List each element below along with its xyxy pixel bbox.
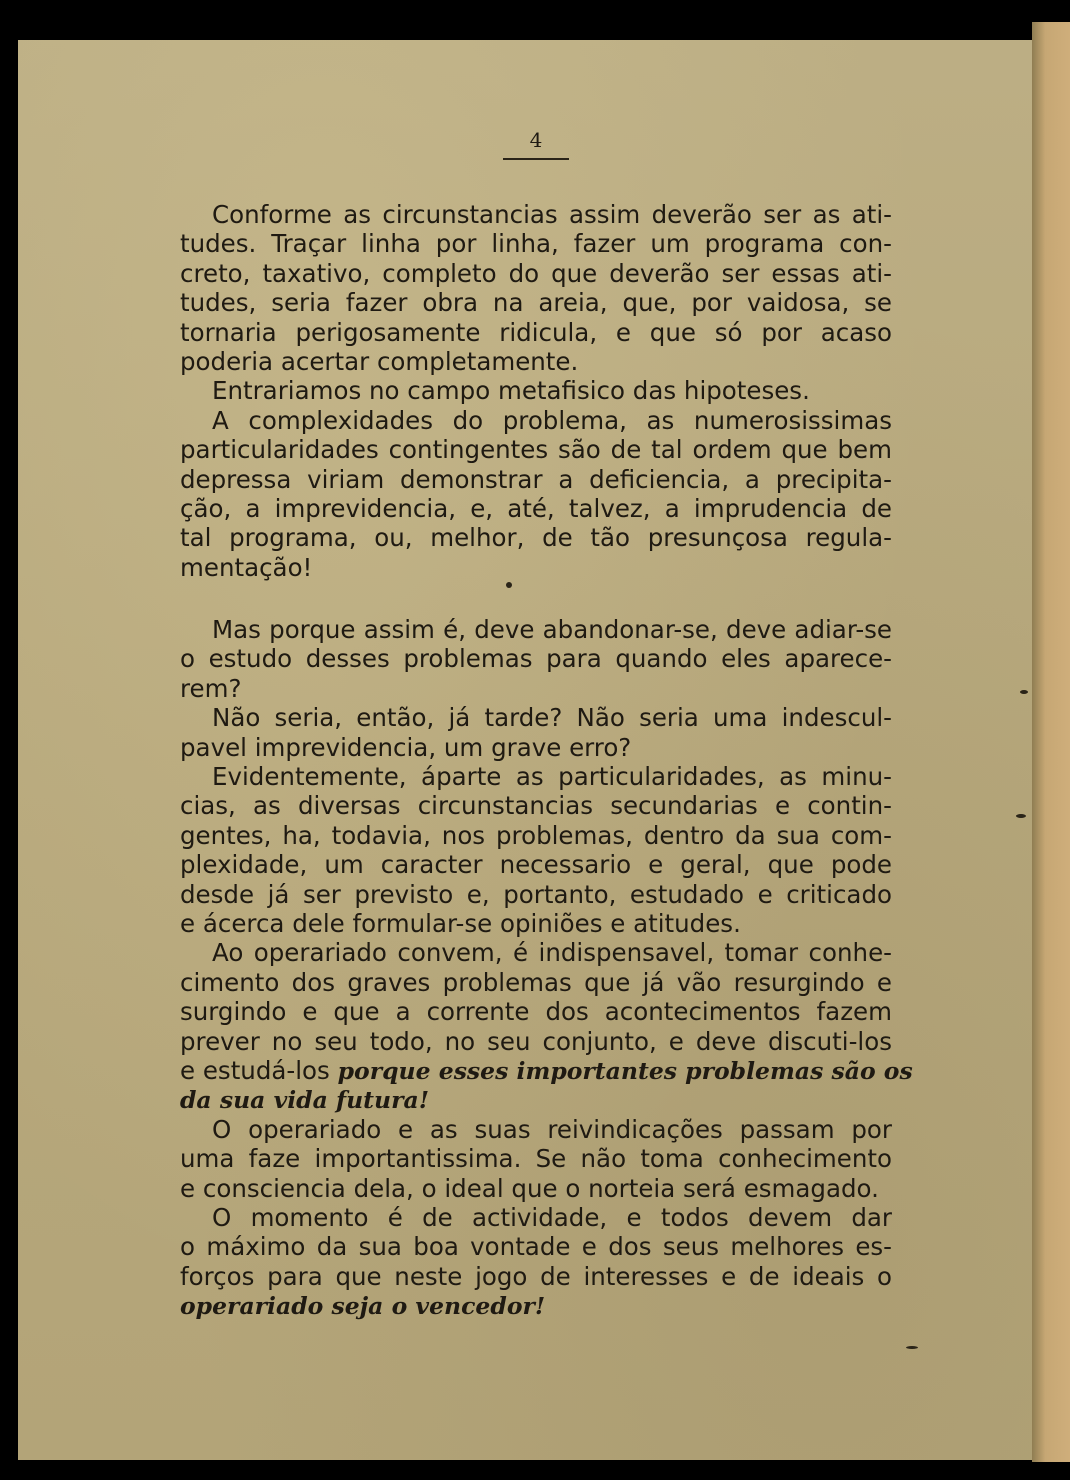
text-line: Não seria, então, já tarde? Não seria uma indescul- [212, 703, 892, 733]
text-line: e consciencia dela, o ideal que o norteia será esmagado. [180, 1173, 879, 1203]
text-line: cias, as diversas circunstancias secundarias e contin- [180, 791, 892, 821]
ink-speck [1016, 814, 1026, 818]
text-line: particularidades contingentes são de tal ordem que bem [180, 435, 892, 465]
text-line: o estudo desses problemas para quando eles aparece- [180, 644, 892, 674]
emphasis-text: operariado seja o vencedor! [180, 1292, 546, 1321]
text-line: A complexidades do problema, as numerosissimas [212, 405, 892, 435]
page-number-rule [503, 158, 569, 160]
text-line: tornaria perigosamente ridicula, e que só por acaso [180, 317, 892, 347]
text-line-mixed [180, 1085, 892, 1114]
emphasis-text: da sua vida futura! [180, 1086, 430, 1115]
text-line: poderia acertar completamente. [180, 346, 579, 376]
text-line: O momento é de actividade, e todos devem dar [212, 1202, 892, 1232]
text-line: creto, taxativo, completo do que deverão ser essas ati- [180, 258, 892, 288]
text-line: cimento dos graves problemas que já vão resurgindo e [180, 967, 892, 997]
text-line-mixed [180, 1291, 892, 1320]
ink-speck [1020, 690, 1028, 694]
page-number: 4 [529, 128, 543, 152]
ink-speck [506, 582, 512, 588]
text-line: O operariado e as suas reivindicações passam por [212, 1114, 892, 1144]
text-line: rem? [180, 673, 242, 703]
text-line: Entrariamos no campo metafisico das hipoteses. [212, 376, 810, 406]
text-line: uma faze importantissima. Se não toma conhecimento [180, 1144, 892, 1174]
text-line: pavel imprevidencia, um grave erro? [180, 732, 632, 762]
text-line: Evidentemente, áparte as particularidades, as minu- [212, 762, 892, 792]
text-line: forços para que neste jogo de interesses e de ideais o [180, 1261, 892, 1291]
text-line: e ácerca dele formular-se opiniões e atitudes. [180, 908, 741, 938]
text-line: Ao operariado convem, é indispensavel, tomar conhe- [212, 938, 892, 968]
text-line: prever no seu todo, no seu conjunto, e deve discuti-los [180, 1026, 892, 1056]
text-line: plexidade, um caracter necessario e geral, que pode [180, 850, 892, 880]
text-line: Conforme as circunstancias assim deverão ser as ati- [212, 200, 892, 229]
text-line: ção, a imprevidencia, e, até, talvez, a imprudencia de [180, 493, 892, 523]
text-line: tal programa, ou, melhor, de tão presunçosa regula- [180, 523, 892, 553]
body-text [180, 200, 913, 1321]
text-line: tudes. Traçar linha por linha, fazer um programa con- [180, 229, 892, 259]
text-line-mixed [180, 1055, 913, 1085]
emphasis-text: porque esses importantes problemas são os [337, 1056, 913, 1085]
ink-speck [906, 1346, 918, 1349]
text-line: depressa viriam demonstrar a deficiencia, a precipita- [180, 464, 892, 494]
text-line: desde já ser previsto e, portanto, estudado e criticado [180, 879, 892, 909]
text-line: Mas porque assim é, deve abandonar-se, deve adiar-se [212, 615, 892, 645]
text-line: tudes, seria fazer obra na areia, que, por vaidosa, se [180, 288, 892, 318]
text-line: surgindo e que a corrente dos acontecimentos fazem [180, 997, 892, 1027]
text-line: gentes, ha, todavia, nos problemas, dentro da sua com- [180, 820, 892, 850]
text-line: mentação! [180, 552, 313, 582]
text-line: o máximo da sua boa vontade e dos seus melhores es- [180, 1232, 892, 1262]
text-segment: e estudá-los [180, 1055, 330, 1085]
adjacent-page-edge [1032, 22, 1070, 1462]
paragraph-gap [180, 582, 892, 615]
